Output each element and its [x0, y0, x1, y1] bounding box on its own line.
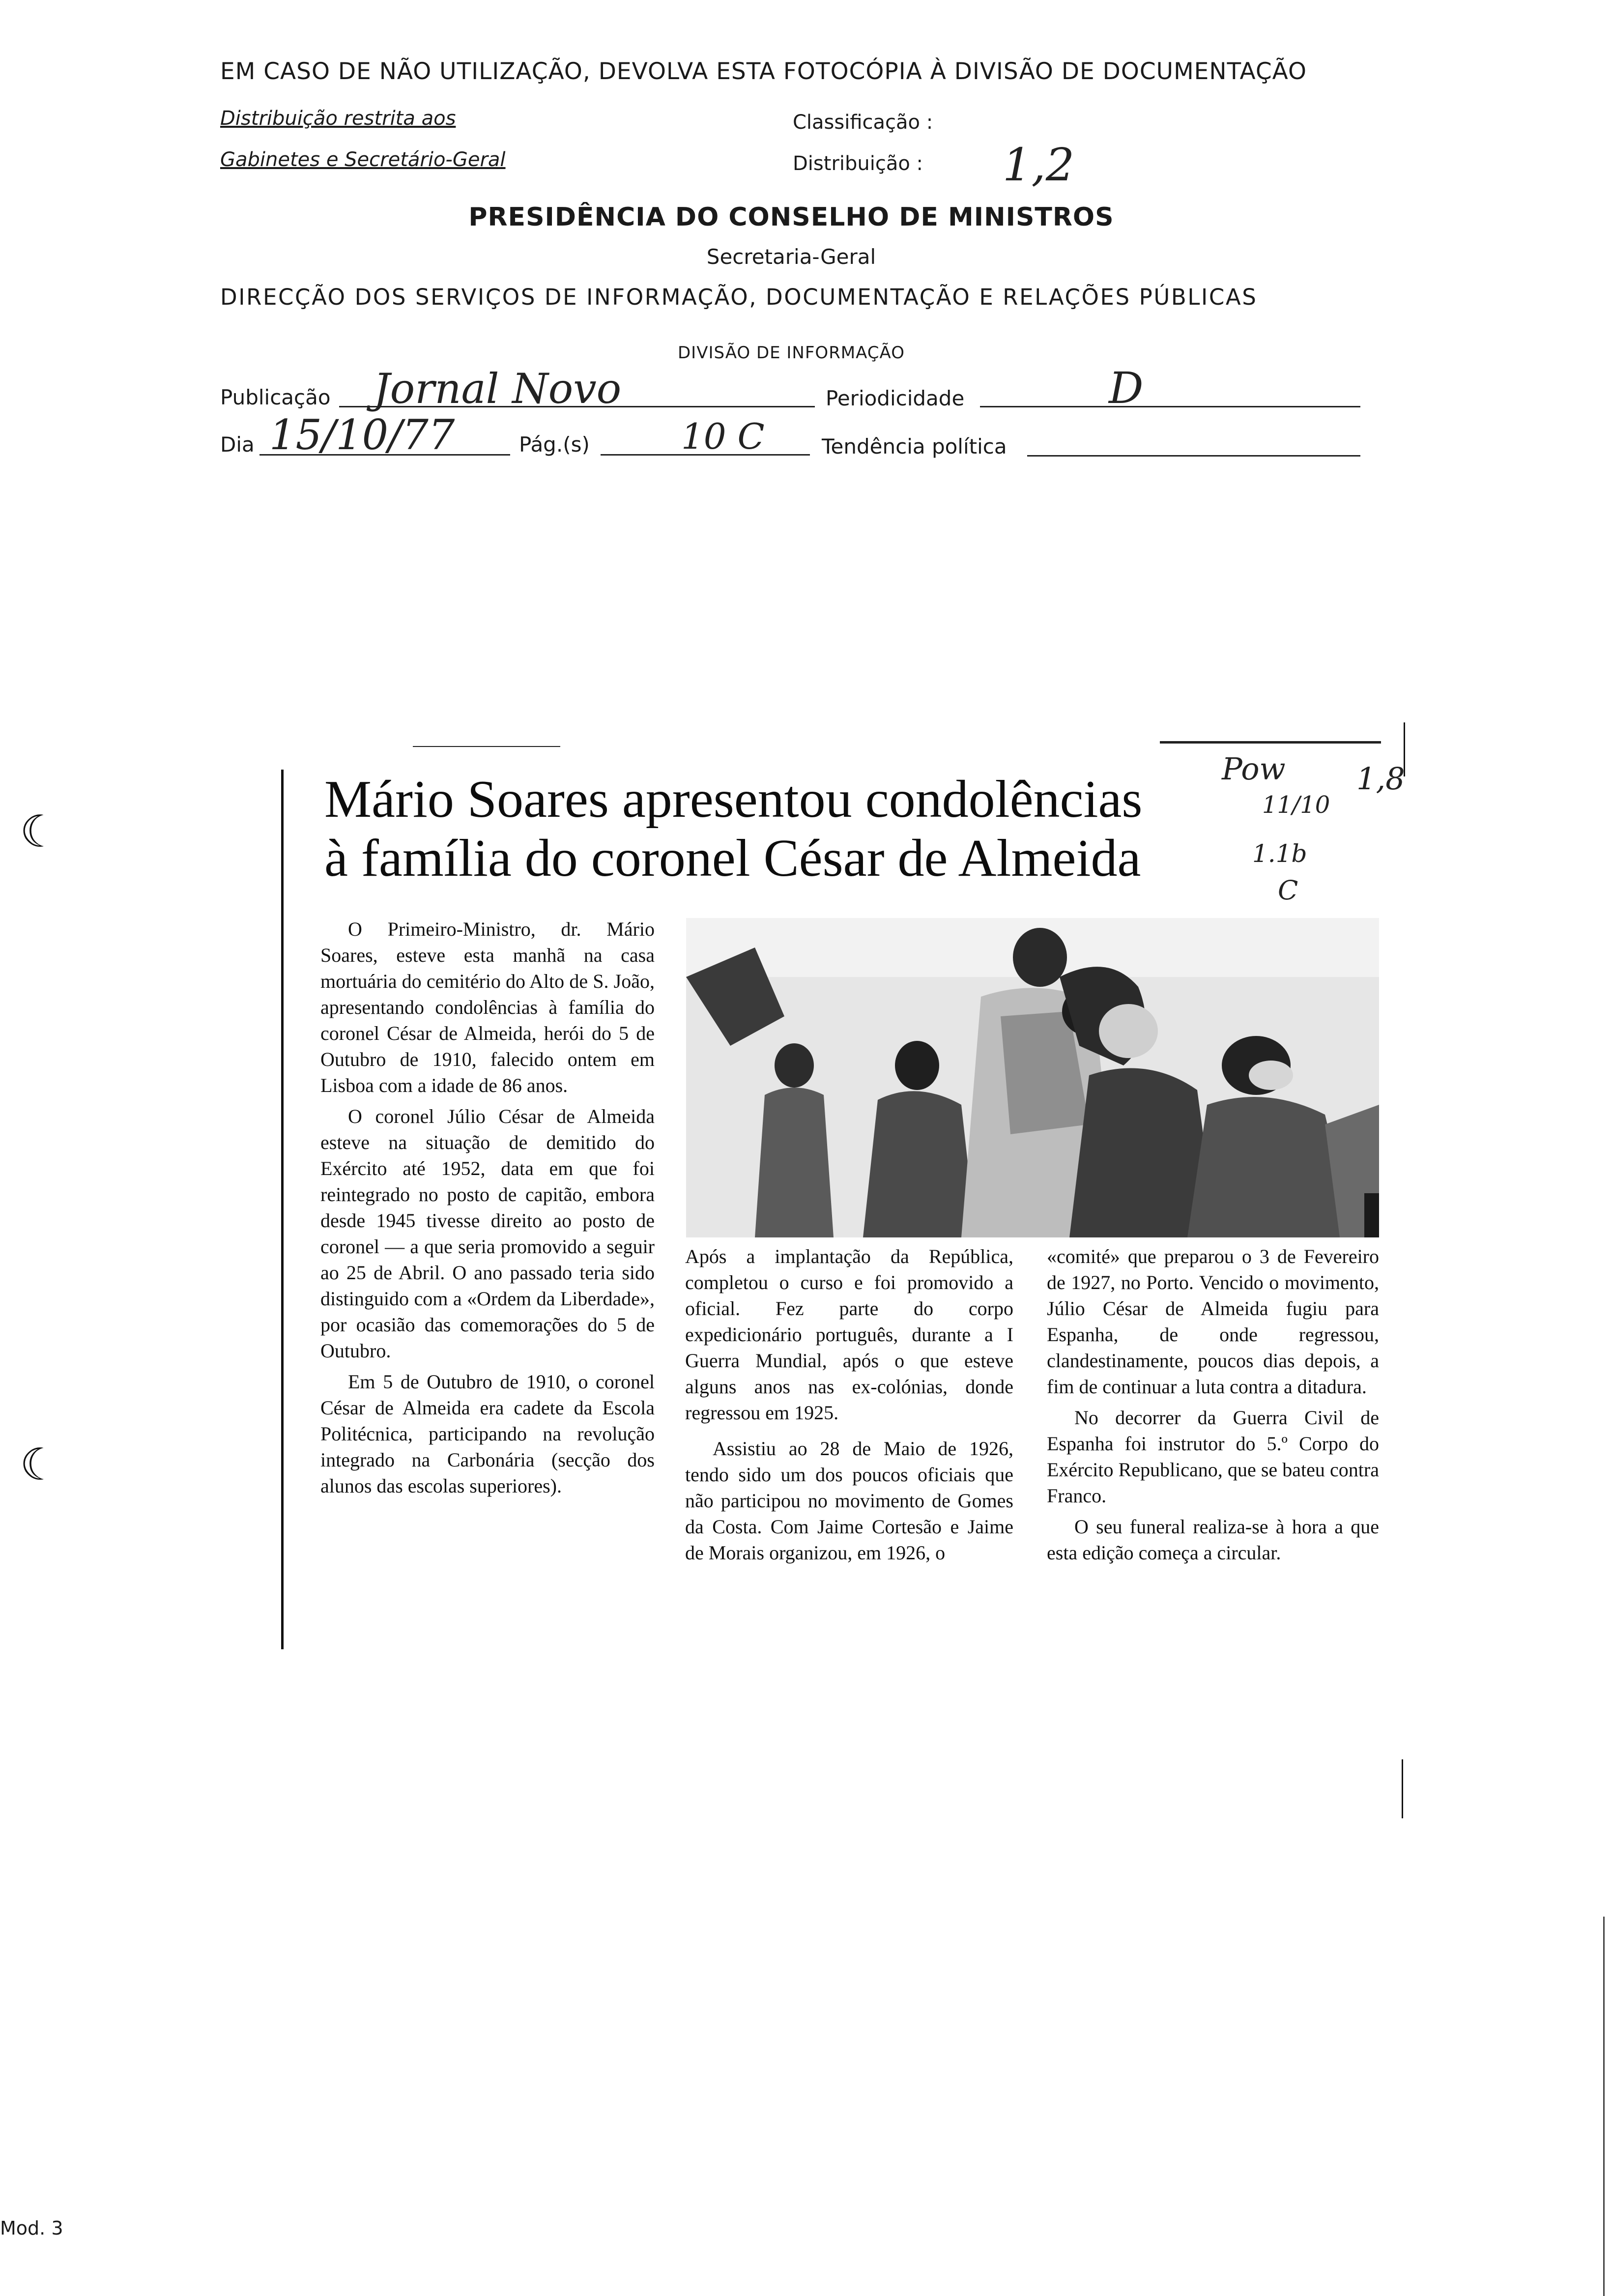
presidencia-title: PRESIDÊNCIA DO CONSELHO DE MINISTROS	[468, 202, 1114, 232]
annotation-e: C	[1278, 875, 1298, 906]
clip-top-rule-short	[413, 746, 560, 747]
form-model-number: Mod. 3	[0, 2217, 63, 2239]
scan-edge-line	[1603, 1917, 1605, 2296]
col3-paragraph: No decorrer da Guerra Civil de Espanha foi instrutor do 5.º Corpo do Exército Republicano, que se bateu contra Franco.	[1047, 1406, 1379, 1507]
clip-top-rule	[1160, 741, 1381, 744]
headline-line2: à família do coronel César de Almeida	[324, 829, 1141, 888]
periodicidade-handwritten: D	[1109, 363, 1144, 413]
col1-paragraph: Em 5 de Outubro de 1910, o coronel César de Almeida era cadete da Escola Politécnica, participando na revolução integrado na Carbonária (secção dos alunos das escolas superiores).	[320, 1371, 655, 1497]
periodicidade-line	[980, 406, 1360, 407]
divisao-informacao: DIVISÃO DE INFORMAÇÃO	[678, 343, 905, 363]
direccao-text: DIRECÇÃO DOS SERVIÇOS DE INFORMAÇÃO, DOCUMENTAÇÃO E RELAÇÕES PÚBLICAS	[220, 284, 1258, 310]
article-photo	[686, 918, 1379, 1237]
direccao-servicos	[220, 284, 1362, 310]
tendencia-label: Tendência política	[822, 434, 1007, 459]
restricted-distribution-line1: Distribuição restrita aos	[220, 107, 456, 130]
pag-label: Pág.(s)	[519, 432, 590, 457]
secretaria-geral: Secretaria-Geral	[706, 245, 876, 269]
clip-right-mark-2	[1402, 1759, 1403, 1818]
photo-figures	[686, 918, 1379, 1237]
col2-paragraph: Após a implantação da República, completou o curso e foi promovido a oficial. Fez parte do corpo expedicionário português, durante a I Guerra Mundial, após o que esteve alguns anos nas ex-colónias, donde regressou em 1925.	[685, 1245, 1013, 1424]
article-column-1	[320, 916, 655, 1504]
tendencia-line	[1027, 455, 1360, 457]
periodicidade-label: Periodicidade	[826, 386, 965, 410]
clip-left-border	[281, 770, 284, 1649]
dia-handwritten: 15/10/77	[269, 411, 455, 459]
publicacao-label: Publicação	[220, 385, 331, 409]
publicacao-handwritten: Jornal Novo	[374, 365, 622, 413]
classificacao-label: Classificação :	[793, 111, 933, 134]
col3-paragraph: «comité» que preparou o 3 de Fevereiro de 1927, no Porto. Vencido o movimento, Júlio César de Almeida fugiu para Espanha, de onde regressou, clandestinamente, poucos dias depois, a fim de continuar a luta contra a ditadura.	[1047, 1245, 1379, 1398]
col1-paragraph: O Primeiro-Ministro, dr. Mário Soares, esteve esta manhã na casa mortuária do cemitério do Alto de S. João, apresentando condolências à família do coronel César de Almeida, herói do 5 de Outubro de 1910, falecido ontem em Lisboa com a idade de 86 anos.	[320, 918, 655, 1096]
restricted-distribution-line2: Gabinetes e Secretário-Geral	[220, 148, 506, 171]
distribuicao-handwritten: 1,2	[1003, 139, 1075, 191]
binder-hole-mark-icon: ☾	[20, 806, 59, 858]
annotation-b: 1,8	[1356, 761, 1405, 797]
pag-handwritten: 10 C	[681, 416, 765, 457]
article-column-3	[1047, 1243, 1379, 1571]
col3-paragraph: O seu funeral realiza-se à hora a que esta edição começa a circular.	[1047, 1516, 1379, 1564]
annotation-d: 1.1b	[1252, 839, 1307, 868]
col2-paragraph: Assistiu ao 28 de Maio de 1926, tendo sido um dos poucos oficiais que não participou no movimento de Gomes da Costa. Com Jaime Cortesão e Jaime de Morais organizou, em 1926, o	[685, 1437, 1013, 1564]
annotation-c: 11/10	[1262, 791, 1330, 819]
annotation-a: Pow	[1222, 751, 1286, 787]
binder-hole-mark-icon: ☾	[20, 1439, 59, 1491]
return-notice: EM CASO DE NÃO UTILIZAÇÃO, DEVOLVA ESTA FOTOCÓPIA À DIVISÃO DE DOCUMENTAÇÃO	[220, 58, 1307, 85]
distribuicao-label: Distribuição :	[793, 152, 923, 175]
dia-label: Dia	[220, 432, 255, 457]
article-column-2	[685, 1243, 1013, 1571]
headline-line1: Mário Soares apresentou condolências	[324, 770, 1143, 829]
col1-paragraph: O coronel Júlio César de Almeida esteve na situação de demitido do Exército até 1952, data em que foi reintegrado no posto de capitão, embora desde 1945 tivesse direito ao posto de coronel — a que seria promovido a seguir ao 25 de Abril. O ano passado teria sido distinguido com a «Ordem da Liberdade», por ocasião das comemorações do 5 de Outubro.	[320, 1105, 655, 1362]
